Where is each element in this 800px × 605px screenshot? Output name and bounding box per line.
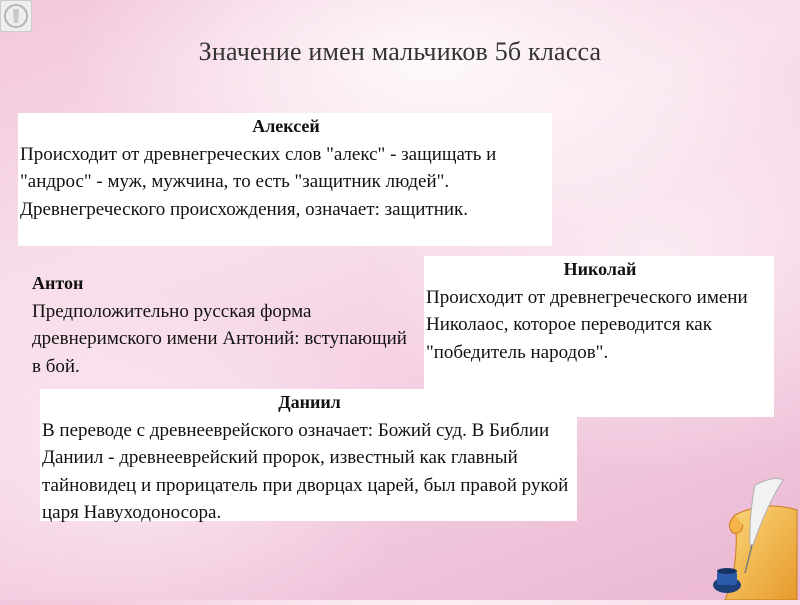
- name-meaning: Предположительно русская форма древнеримского имени Антоний: вступающий в бой.: [32, 300, 407, 377]
- presentation-logo-icon: [0, 0, 32, 32]
- name-meaning: В переводе с древнееврейского означает: Божий суд. В Библии Даниил - древнееврейский пророк, известный как главный тайновидец и прорицатель при дворцах царей, был правой рукой царя Навуходоносора.: [42, 419, 569, 523]
- name-meaning: Происходит от древнегреческих слов "алекс" - защищать и "андрос" - муж, мужчина, то есть "защитник людей". Древнегреческого происхождения, означает: защитник.: [20, 143, 497, 220]
- name-heading: Алексей: [252, 116, 320, 136]
- name-heading: Антон: [32, 273, 84, 293]
- name-card-anton: [28, 270, 410, 380]
- name-heading: Даниил: [278, 392, 341, 412]
- name-meaning: Происходит от древнегреческого имени Николаос, которое переводится как "победитель народов".: [426, 286, 748, 363]
- name-card-alexey: [18, 113, 552, 246]
- name-heading: Николай: [563, 259, 637, 279]
- slide-title: Значение имен мальчиков 5б класса: [198, 37, 602, 66]
- name-card-daniil: [40, 389, 577, 521]
- scroll-quill-icon: [705, 475, 800, 600]
